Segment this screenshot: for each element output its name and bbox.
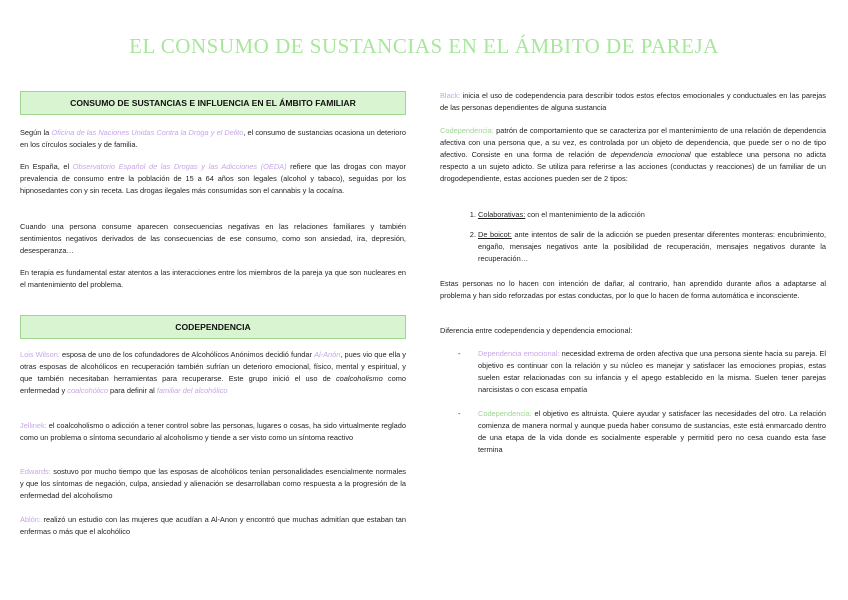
paragraph-text: realizó un estudio con las mujeres que acudían a Al-Anon y encontró que muchas admitían que estaban tan enfermas o más que el alcohólico: [20, 515, 406, 536]
section-heading-codependencia: CODEPENDENCIA: [20, 315, 406, 339]
type-term: De boicot:: [478, 230, 512, 239]
paragraph-text: Según la: [20, 128, 52, 137]
highlight-oeda: Observatorio Español de las Drogas y las Adicciones (OEDA): [72, 162, 287, 171]
paragraph-oeda: [20, 161, 406, 197]
paragraph-text: refiere que las drogas con mayor prevalencia de consumo entre la población de 15 a 64 años son legales (alcohol y tabaco), seguidas por los hipnosedantes con y sin receta. Las drogas ilegales más consumidas son el cannabis y la cocaína.: [20, 162, 406, 195]
paragraph-text: inicia el uso de codependencia para describir todos estos efectos emocionales y conductuales en las parejas de las personas dependientes de alguna sustancia: [440, 91, 826, 112]
name-wilson: Lois Wilson:: [20, 350, 60, 359]
paragraph-text: En España, el: [20, 162, 73, 171]
dash-bullet: -: [458, 409, 461, 418]
diff-text: necesidad extrema de orden afectiva que una persona siente hacia su pareja. El objetivo es continuar con la relación y su núcleo es manejar y satisfacer las emociones propias, estas suelen estar relacionadas con su infancia y el apego establecido en la misma. Suelen tener parejas narcisistas o con escasa empatía: [478, 349, 826, 394]
type-text: ante intentos de salir de la adicción se pueden presentar diferentes monteras: encubrimiento, engaño, mensajes negativos ante la posibilidad de recuperación, mensajes negativos durante la recuperación…: [478, 230, 826, 263]
name-black: Black:: [440, 91, 461, 100]
paragraph-onu: [20, 127, 406, 151]
paragraph-text: esposa de uno de los cofundadores de Alcohólicos Anónimos decidió fundar: [59, 350, 315, 359]
paragraph-wilson: [20, 349, 406, 397]
paragraph-consecuencias: Cuando una persona consume aparecen consecuencias negativas en las relaciones familiares y también sentimientos negativos derivados de las consecuencias de ese consumo, como son ansiedad, ira, depresión, desesperanza…: [20, 222, 406, 255]
paragraph-black: [440, 90, 826, 114]
term-coalcoholismo: coalcoholismo: [335, 374, 383, 383]
term-coalcoholico: coalcohólico: [67, 386, 108, 395]
paragraph-text: , pues vio que ella y otras esposas de alcohólicos en recuperación también sufrían un deterioro emocional, físico, mental y espiritual, y que también necesitaban herramientas para recuperarse. Este grupo inició el uso de: [20, 350, 406, 383]
list-item: [478, 229, 826, 265]
paragraph-jellinek: [20, 420, 406, 444]
paragraph-text: como enfermedad y: [20, 374, 406, 395]
list-item: [458, 408, 826, 456]
paragraph-text: sostuvo por mucho tiempo que las esposas de alcohólicos tenían personalidades esencialmente normales y que los síntomas de negación, culpa, ansiedad y alienación se desarrollaban como respuesta a la progresión de la enfermedad del alcoholismo: [20, 467, 406, 500]
diff-text: el objetivo es altruista. Quiere ayudar y satisfacer las necesidades del otro. La relación comienza de manera normal y aunque pueda haber consumo de sustancias, este está enmarcado dentro de una etapa de la vida donde es socialmente esperable y permitid pero no cesa cuando esta fase termina: [478, 409, 826, 454]
name-edwards: Edwards:: [20, 467, 51, 476]
type-text: con el mantenimiento de la adicción: [525, 210, 645, 219]
list-item: [478, 209, 826, 221]
term-codependencia-def: Codependencia:: [478, 409, 532, 418]
section-heading-consumo: CONSUMO DE SUSTANCIAS E INFLUENCIA EN EL ÁMBITO FAMILIAR: [20, 91, 406, 115]
types-list: [440, 209, 826, 273]
paragraph-text: para definir al: [107, 386, 157, 395]
term-familiar: familiar del alcohólico: [156, 386, 228, 395]
term-codependencia: Codependencia:: [440, 126, 494, 135]
highlight-onu: Oficina de las Naciones Unidas Contra la Droga y el Delito: [51, 128, 244, 137]
paragraph-text: , el consumo de sustancias ocasiona un deterioro en los círculos sociales y de familia.: [20, 128, 406, 149]
name-jellinek: Jellinek:: [20, 421, 47, 430]
dash-bullet: -: [458, 349, 461, 358]
list-item: [458, 348, 826, 396]
paragraph-text: el coalcoholismo o adicción a tener control sobre las personas, lugares o cosas, ha sido virtualmente reglado como un problema o síntoma secundario al alcoholismo y tiende a ser visto como un síntoma reactivo: [20, 421, 406, 442]
term-dependencia-emocional: dependencia emocional: [610, 150, 691, 159]
paragraph-estas-personas: Estas personas no lo hacen con intención de dañar, al contrario, han aprendido durante años a adaptarse al problema y han sido reforzadas por estas conductas, por lo que lo hacen de forma automática e inconsciente.: [440, 279, 826, 300]
term-dependencia-emocional-def: Dependencia emocional:: [478, 349, 560, 358]
paragraph-text: patrón de comportamiento que se caracteriza por el mantenimiento de una relación de dependencia afectiva con una persona que, a su vez, es controlada por un objeto de dependencia, que puede ser o no de tipo afectivo. Consiste en una forma de relación de: [440, 126, 826, 159]
paragraph-codependencia: [440, 125, 826, 185]
highlight-alanon: Al-Anón: [314, 350, 341, 359]
paragraph-terapia: En terapia es fundamental estar atentos a las interacciones entre los miembros de la pareja ya que son nucleares en el mantenimiento del problema.: [20, 268, 406, 289]
paragraph-edwards: [20, 466, 406, 502]
name-ablon: Ablón:: [20, 515, 41, 524]
paragraph-text: que establece una persona no adicta respecto a un sujeto adicto. Se utiliza para referirse a las acciones (conductas y reacciones) de un familiar de un drogodependiente, estas acciones pueden ser de 2 tipos:: [440, 150, 826, 183]
type-term: Colaborativas:: [478, 210, 526, 219]
page-title: EL CONSUMO DE SUSTANCIAS EN EL ÁMBITO DE PAREJA: [129, 34, 719, 58]
differences-list: [440, 348, 826, 468]
paragraph-diferencia-heading: Diferencia entre codependencia y dependencia emocional:: [440, 326, 633, 335]
paragraph-ablon: [20, 514, 406, 538]
